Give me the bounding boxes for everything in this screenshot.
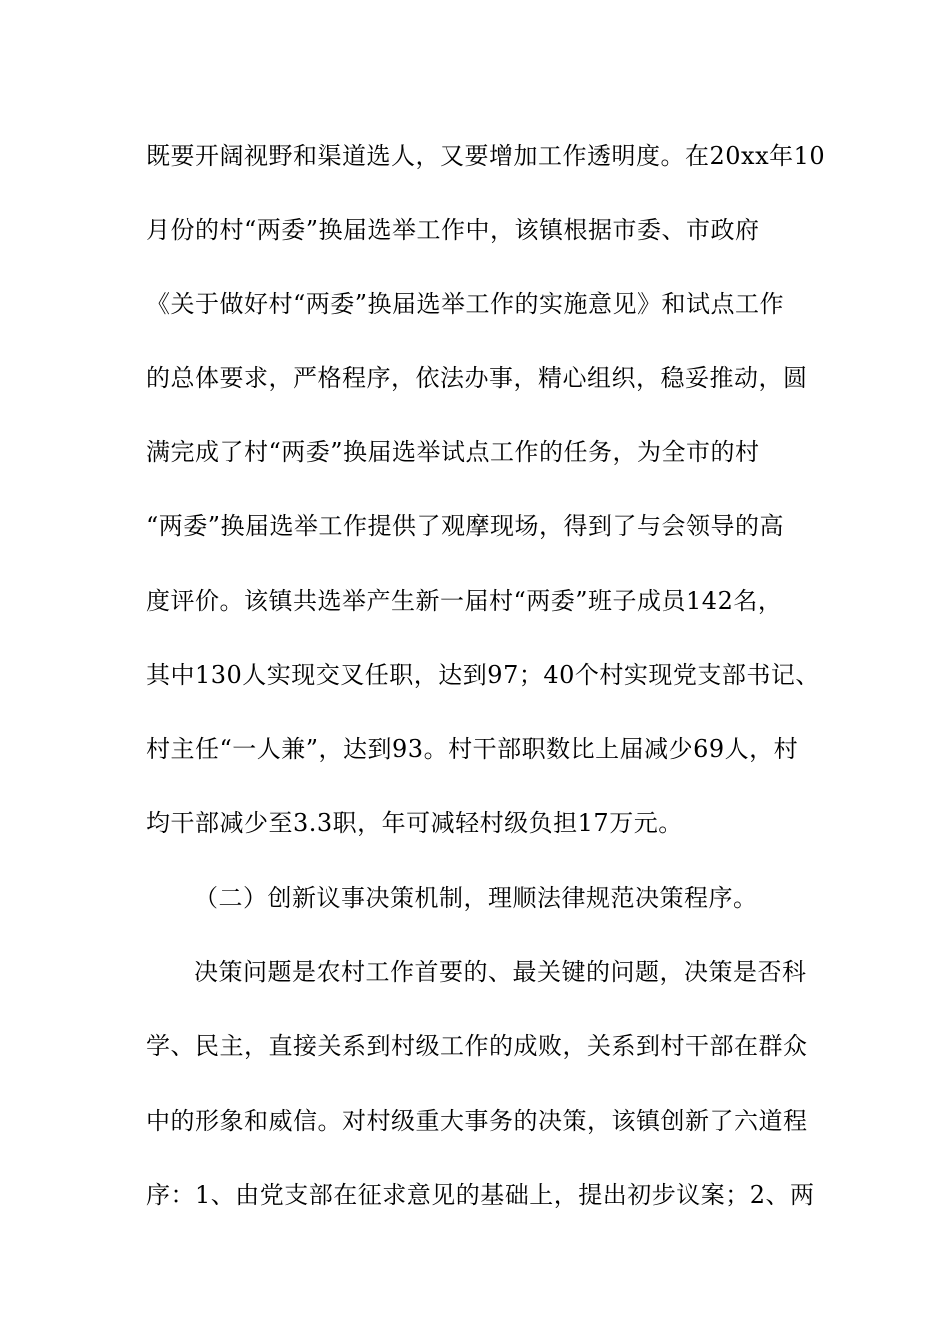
text-line-2: 月份的村“两委”换届选举工作中，该镇根据市委、市政府: [146, 216, 760, 244]
text-line-4: 的总体要求，严格程序，依法办事，精心组织，稳妥推动，圆: [146, 364, 808, 392]
text-line-5: 满完成了村“两委”换届选举试点工作的任务，为全市的村: [146, 438, 760, 466]
section-heading: （二）创新议事决策机制，理顺法律规范决策程序。: [194, 884, 758, 912]
text-line-12: 决策问题是农村工作首要的、最关键的问题，决策是否科: [194, 958, 807, 986]
text-line-7: 度评价。该镇共选举产生新一届村“两委”班子成员142名，: [146, 587, 783, 615]
text-line-1: 既要开阔视野和渠道选人，又要增加工作透明度。在20xx年10: [146, 142, 826, 170]
text-line-8: 其中130人实现交叉任职，达到97；40个村实现党支部书记、: [146, 661, 820, 689]
text-line-6: “两委”换届选举工作提供了观摩现场，得到了与会领导的高: [146, 512, 785, 540]
text-line-9: 村主任“一人兼”，达到93。村干部职数比上届减少69人，村: [146, 735, 799, 763]
text-line-14: 中的形象和威信。对村级重大事务的决策，该镇创新了六道程: [146, 1107, 808, 1135]
text-line-3: 《关于做好村“两委”换届选举工作的实施意见》和试点工作: [146, 290, 785, 318]
text-line-10: 均干部减少至3.3职，年可减轻村级负担17万元。: [146, 809, 683, 837]
text-line-15: 序：1、由党支部在征求意见的基础上，提出初步议案；2、两: [146, 1181, 815, 1209]
text-line-13: 学、民主，直接关系到村级工作的成败，关系到村干部在群众: [146, 1032, 808, 1060]
